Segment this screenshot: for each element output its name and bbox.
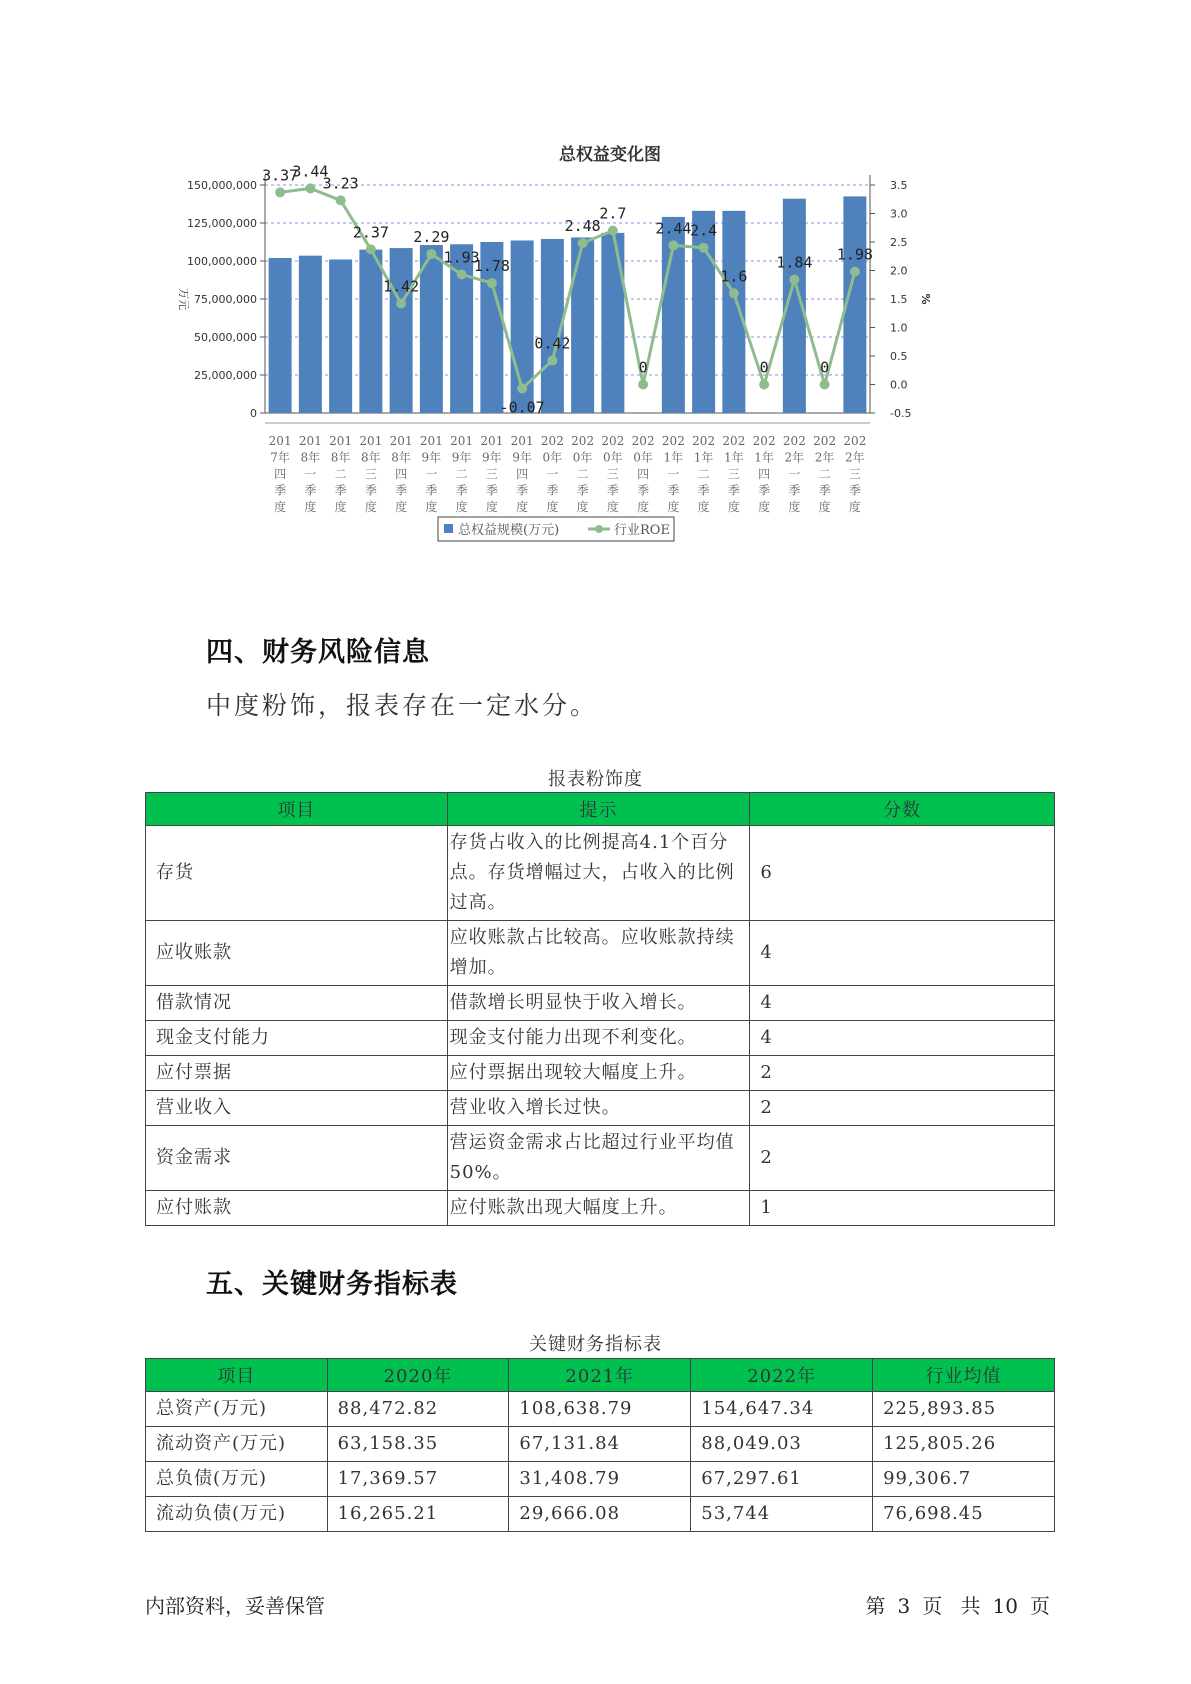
x-category-label: 1年 (724, 450, 744, 465)
x-category-label: 四 (395, 467, 408, 481)
x-category-label: 度 (818, 500, 831, 514)
x-category-label: 度 (274, 500, 287, 514)
roe-point (366, 244, 376, 254)
x-category-label: 2年 (845, 450, 865, 465)
x-category-label: 202 (540, 434, 564, 448)
x-category-label: 一 (546, 467, 559, 481)
kpi-cell-2021: 29,666.08 (509, 1497, 691, 1532)
legend-line-marker (595, 525, 603, 533)
kpi-cell-2020: 63,158.35 (327, 1427, 509, 1462)
risk-cell-hint: 营业收入增长过快。 (447, 1091, 750, 1126)
roe-point (759, 380, 769, 390)
x-category-label: 二 (576, 467, 589, 481)
equity-chart-svg (170, 140, 1030, 600)
kpi-table-header-row (146, 1359, 1055, 1392)
x-category-label: 202 (813, 434, 837, 448)
x-category-label: 度 (788, 500, 801, 514)
x-category-label: 度 (485, 500, 498, 514)
left-tick-label: 50,000,000 (194, 331, 257, 344)
risk-cell-hint: 存货占收入的比例提高4.1个百分点。存货增幅过大，占收入的比例过高。 (447, 826, 750, 921)
x-category-label: 1年 (663, 450, 684, 465)
risk-section-heading: 四、财务风险信息 (206, 637, 430, 668)
x-category-label: 季 (485, 483, 498, 498)
roe-data-label: 2.48 (564, 217, 601, 236)
x-category-label: 一 (425, 467, 438, 481)
x-category-label: 度 (606, 500, 619, 514)
x-category-label: 202 (722, 434, 746, 448)
x-category-label: 四 (637, 467, 650, 481)
roe-point (396, 299, 406, 309)
kpi-table-row (146, 1427, 1055, 1462)
footer-total-number: 10 (992, 1594, 1018, 1618)
right-tick-label: 2.5 (890, 236, 908, 249)
x-category-label: 度 (576, 500, 589, 514)
footer-total-prefix: 共 (960, 1594, 981, 1618)
roe-point (608, 226, 618, 236)
x-category-label: 季 (818, 483, 831, 498)
right-axis-title: % (919, 293, 932, 305)
risk-table-row (146, 1091, 1055, 1126)
roe-point (578, 238, 588, 248)
x-category-label: 0年 (633, 450, 653, 465)
risk-header-item: 项目 (146, 793, 448, 826)
x-category-label: 季 (667, 483, 680, 498)
risk-cell-hint: 应收账款占比较高。应收账款持续增加。 (447, 921, 750, 986)
x-category-label: 1年 (754, 450, 774, 465)
roe-data-label: 0 (820, 358, 830, 377)
roe-point (820, 380, 830, 390)
x-category-label: 度 (697, 500, 710, 514)
x-category-label: 202 (782, 434, 806, 448)
x-category-label: 201 (389, 434, 413, 448)
x-category-label: 度 (334, 500, 347, 514)
right-tick-label: 1.0 (890, 321, 908, 335)
x-category-label: 度 (758, 500, 771, 514)
footer-confidential-note: 内部资料，妥善保管 (145, 1594, 325, 1618)
x-category-label: 季 (848, 483, 861, 498)
risk-table (145, 792, 1055, 1226)
roe-point (457, 269, 467, 279)
x-category-label: 202 (752, 434, 776, 448)
x-category-label: 季 (334, 483, 347, 498)
x-category-label: 202 (692, 434, 716, 448)
roe-data-label: 1.98 (836, 245, 873, 264)
roe-data-label: 1.84 (776, 253, 813, 272)
x-category-label: 201 (329, 434, 353, 448)
right-tick-label: 0.0 (890, 378, 908, 392)
roe-point (517, 383, 527, 393)
risk-cell-hint: 借款增长明显快于收入增长。 (447, 986, 750, 1021)
x-category-label: 0年 (603, 450, 623, 465)
roe-point (305, 183, 315, 193)
kpi-cell-2021: 67,131.84 (509, 1427, 691, 1462)
chart-title: 总权益变化图 (559, 145, 661, 165)
x-category-label: 二 (697, 467, 710, 481)
kpi-header-industry-avg: 行业均值 (873, 1359, 1055, 1392)
roe-data-label: 3.37 (262, 166, 299, 185)
roe-data-label: -0.07 (499, 398, 545, 417)
x-category-label: 7年 (270, 450, 290, 465)
x-category-label: 季 (395, 483, 408, 498)
x-category-label: 季 (364, 483, 377, 498)
kpi-header-2020: 2020年 (327, 1359, 509, 1392)
kpi-cell-2020: 88,472.82 (327, 1392, 509, 1427)
x-category-label: 201 (359, 434, 383, 448)
kpi-cell-industry-avg: 125,805.26 (873, 1427, 1055, 1462)
risk-cell-item: 现金支付能力 (146, 1021, 448, 1056)
equity-bar (690, 211, 718, 413)
roe-data-label: 0 (638, 358, 648, 377)
x-category-label: 8年 (361, 450, 381, 465)
kpi-header-item: 项目 (146, 1359, 328, 1392)
x-category-label: 9年 (421, 450, 442, 465)
roe-data-label: 1.93 (443, 248, 480, 267)
left-axis-title: 万元 (177, 288, 190, 310)
kpi-cell-industry-avg: 76,698.45 (873, 1497, 1055, 1532)
risk-summary-text: 中度粉饰，报表存在一定水分。 (206, 691, 599, 720)
kpi-cell-2022: 67,297.61 (691, 1462, 873, 1497)
risk-table-row (146, 1021, 1055, 1056)
roe-point (336, 195, 346, 205)
risk-table-caption: 报表粉饰度 (548, 769, 643, 790)
risk-cell-score: 6 (750, 826, 1055, 921)
x-category-label: 季 (758, 483, 771, 498)
right-tick-label: 3.5 (890, 179, 908, 192)
roe-point (426, 249, 436, 259)
x-category-label: 二 (334, 467, 347, 481)
x-category-label: 度 (848, 500, 861, 514)
footer-page-indicator (859, 1590, 1056, 1619)
kpi-table-row (146, 1497, 1055, 1532)
kpi-cell-2022: 154,647.34 (691, 1392, 873, 1427)
x-category-label: 201 (450, 434, 474, 448)
equity-bar (420, 245, 443, 413)
x-category-label: 202 (661, 434, 685, 448)
x-axis-categories (269, 434, 867, 514)
x-category-label: 2年 (784, 450, 805, 465)
x-category-label: 202 (631, 434, 655, 448)
equity-bar (299, 256, 322, 413)
x-category-label: 9年 (451, 450, 472, 465)
x-category-label: 度 (395, 500, 408, 514)
kpi-cell-item: 流动资产(万元) (146, 1427, 328, 1462)
x-category-label: 201 (480, 434, 504, 448)
x-category-label: 8年 (391, 450, 411, 465)
x-category-label: 202 (601, 434, 625, 448)
risk-table-row (146, 921, 1055, 986)
equity-bar (571, 237, 594, 413)
left-tick-label: 125,000,000 (187, 217, 257, 230)
x-category-label: 度 (364, 500, 377, 514)
roe-data-label: 1.78 (473, 257, 510, 276)
footer-total-suffix: 页 (1030, 1594, 1050, 1618)
risk-cell-item: 应付账款 (146, 1191, 448, 1226)
x-category-label: 一 (667, 467, 680, 481)
risk-cell-item: 借款情况 (146, 986, 448, 1021)
x-category-label: 202 (843, 434, 867, 448)
risk-cell-item: 资金需求 (146, 1126, 448, 1191)
kpi-cell-item: 总资产(万元) (146, 1392, 328, 1427)
roe-point (668, 240, 678, 250)
kpi-section-heading: 五、关键财务指标表 (206, 1269, 458, 1300)
x-category-label: 度 (516, 500, 529, 514)
kpi-cell-item: 流动负债(万元) (146, 1497, 328, 1532)
risk-cell-hint: 现金支付能力出现不利变化。 (447, 1021, 750, 1056)
chart-legend (438, 517, 674, 541)
kpi-header-2021: 2021年 (509, 1359, 691, 1392)
x-category-label: 一 (788, 467, 801, 481)
roe-data-label: 1.6 (720, 267, 748, 286)
risk-cell-hint: 应付票据出现较大幅度上升。 (447, 1056, 750, 1091)
roe-point (547, 356, 557, 366)
x-category-label: 季 (727, 483, 740, 498)
right-tick-label: 3.0 (890, 207, 908, 221)
risk-cell-score: 4 (750, 1021, 1055, 1056)
roe-data-label: 2.44 (655, 219, 692, 238)
risk-table-row (146, 1126, 1055, 1191)
legend-bar-label: 总权益规模(万元) (458, 523, 560, 538)
risk-table-row (146, 986, 1055, 1021)
risk-cell-score: 4 (750, 986, 1055, 1021)
roe-data-label: 0 (759, 358, 769, 377)
x-category-label: 201 (510, 434, 534, 448)
roe-data-label: 2.29 (413, 227, 450, 246)
risk-cell-score: 1 (750, 1191, 1055, 1226)
kpi-table-row (146, 1392, 1055, 1427)
risk-table-row (146, 826, 1055, 921)
kpi-cell-industry-avg: 225,893.85 (873, 1392, 1055, 1427)
x-category-label: 四 (516, 467, 529, 481)
left-tick-label: 150,000,000 (187, 179, 257, 192)
x-category-label: 四 (758, 467, 771, 481)
x-category-label: 二 (455, 467, 468, 481)
left-tick-label: 75,000,000 (194, 293, 257, 306)
legend-line-label: 行业ROE (614, 523, 670, 538)
equity-bar (269, 258, 292, 413)
roe-point (638, 380, 648, 390)
kpi-cell-item: 总负债(万元) (146, 1462, 328, 1497)
kpi-cell-2021: 31,408.79 (509, 1462, 691, 1497)
risk-cell-score: 2 (750, 1126, 1055, 1191)
kpi-cell-2020: 16,265.21 (327, 1497, 509, 1532)
x-category-label: 季 (274, 483, 287, 498)
x-category-label: 0年 (572, 450, 593, 465)
roe-point (850, 267, 860, 277)
x-category-label: 季 (425, 483, 438, 498)
kpi-table (145, 1358, 1055, 1532)
x-category-label: 2年 (814, 450, 835, 465)
right-tick-label: 2.0 (890, 264, 908, 278)
footer-page-word: 页 (922, 1594, 943, 1618)
data-labels (262, 162, 873, 416)
risk-table-row (146, 1191, 1055, 1226)
x-category-label: 一 (304, 467, 317, 481)
kpi-cell-2021: 108,638.79 (509, 1392, 691, 1427)
x-category-label: 度 (637, 500, 650, 514)
x-category-label: 季 (516, 483, 529, 498)
kpi-cell-2022: 53,744 (691, 1497, 873, 1532)
x-category-label: 季 (606, 483, 619, 498)
roe-point (275, 187, 285, 197)
roe-data-label: 3.23 (322, 174, 359, 193)
risk-cell-item: 存货 (146, 826, 448, 921)
right-tick-label: 1.5 (890, 293, 908, 306)
x-category-label: 季 (546, 483, 559, 498)
right-tick-label: 0.5 (890, 350, 908, 363)
equity-chart (170, 140, 1030, 600)
x-category-label: 201 (419, 434, 443, 448)
roe-data-label: 3.44 (292, 162, 329, 181)
roe-data-label: 0.42 (534, 334, 571, 353)
roe-point (789, 275, 799, 285)
x-category-label: 度 (667, 500, 680, 514)
x-category-label: 0年 (542, 450, 563, 465)
risk-header-hint: 提示 (447, 793, 750, 826)
x-category-label: 三 (364, 467, 377, 481)
risk-table-header-row (146, 793, 1055, 826)
roe-data-label: 2.4 (690, 221, 718, 240)
equity-bar (390, 248, 413, 413)
x-category-label: 季 (455, 483, 468, 498)
left-tick-label: 0 (250, 407, 257, 420)
x-category-label: 三 (485, 467, 498, 481)
kpi-cell-2020: 17,369.57 (327, 1462, 509, 1497)
equity-bar (720, 211, 748, 413)
x-category-label: 季 (788, 483, 801, 498)
x-category-label: 度 (455, 500, 468, 514)
kpi-cell-2022: 88,049.03 (691, 1427, 873, 1462)
x-category-label: 四 (274, 467, 287, 481)
roe-point (729, 288, 739, 298)
x-category-label: 9年 (482, 450, 502, 465)
x-category-label: 三 (848, 467, 861, 481)
risk-cell-item: 营业收入 (146, 1091, 448, 1126)
left-tick-label: 25,000,000 (194, 369, 257, 382)
x-category-label: 度 (304, 500, 317, 514)
equity-bar (329, 259, 352, 413)
roe-data-label: 1.42 (383, 277, 420, 296)
x-category-label: 201 (298, 434, 322, 448)
risk-cell-hint: 营运资金需求占比超过行业平均值50%。 (447, 1126, 750, 1191)
x-category-label: 季 (697, 483, 710, 498)
equity-bar (359, 250, 382, 413)
x-category-label: 季 (576, 483, 589, 498)
left-tick-label: 100,000,000 (187, 255, 257, 268)
x-category-label: 度 (546, 500, 559, 514)
roe-point (487, 278, 497, 288)
x-category-label: 三 (606, 467, 619, 481)
footer-page-prefix: 第 (865, 1594, 886, 1618)
right-tick-label: -0.5 (890, 407, 912, 420)
roe-point (699, 243, 709, 253)
x-category-label: 季 (304, 483, 317, 498)
risk-cell-score: 2 (750, 1056, 1055, 1091)
x-category-label: 度 (727, 500, 740, 514)
risk-cell-score: 2 (750, 1091, 1055, 1126)
risk-cell-item: 应付票据 (146, 1056, 448, 1091)
x-category-label: 202 (571, 434, 595, 448)
risk-header-score: 分数 (750, 793, 1055, 826)
risk-cell-item: 应收账款 (146, 921, 448, 986)
kpi-table-row (146, 1462, 1055, 1497)
x-category-label: 二 (818, 467, 831, 481)
footer-page-number: 3 (897, 1594, 911, 1618)
roe-data-label: 2.7 (599, 204, 627, 223)
x-category-label: 1年 (693, 450, 714, 465)
risk-table-row (146, 1056, 1055, 1091)
risk-cell-hint: 应付账款出现大幅度上升。 (447, 1191, 750, 1226)
x-category-label: 201 (268, 434, 292, 448)
kpi-cell-industry-avg: 99,306.7 (873, 1462, 1055, 1497)
x-category-label: 8年 (330, 450, 351, 465)
risk-cell-score: 4 (750, 921, 1055, 986)
kpi-table-caption: 关键财务指标表 (529, 1334, 662, 1355)
x-category-label: 季 (637, 483, 650, 498)
x-category-label: 9年 (512, 450, 532, 465)
roe-data-label: 2.37 (352, 223, 389, 242)
x-category-label: 三 (727, 467, 740, 481)
kpi-header-2022: 2022年 (691, 1359, 873, 1392)
equity-bar (601, 233, 624, 413)
x-category-label: 8年 (300, 450, 321, 465)
legend-bar-swatch (444, 524, 453, 533)
x-category-label: 度 (425, 500, 438, 514)
